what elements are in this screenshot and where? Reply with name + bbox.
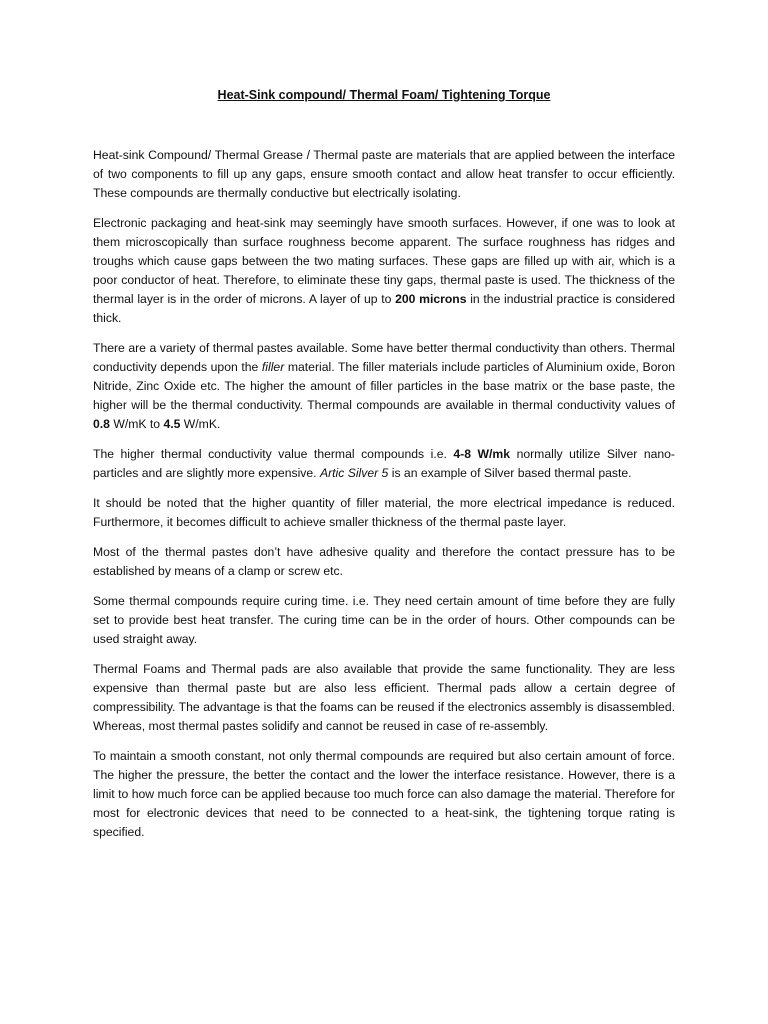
text-run: material. The filler materials include particles of Aluminium oxide, Boron Nitride, Zinc Oxide etc. The higher the amount of filler particles in the base matrix or the base paste, the higher will be the thermal conductivity. Thermal compounds are available in thermal conductivity values of (93, 360, 675, 412)
text-run: Electronic packaging and heat-sink may seemingly have smooth surfaces. However, if one was to look at them microscopically than surface roughness become apparent. The surface roughness has ridges and troughs which cause gaps between the two mating surfaces. These gaps are filled up with air, which is a poor conductor of heat. Therefore, to eliminate these tiny gaps, thermal paste is used. The thickness of the thermal layer is in the order of microns. A layer of up to (93, 216, 675, 306)
paragraph (93, 445, 675, 483)
text-run: There are a variety of thermal pastes available. Some have better thermal conductivity than others. Thermal conductivity depends upon the (93, 341, 675, 374)
text-run: Heat-sink Compound/ Thermal Grease / Thermal paste are materials that are applied between the interface of two components to fill up any gaps, ensure smooth contact and allow heat transfer to occur efficiently. These compounds are thermally conductive but electrically isolating. (93, 148, 675, 200)
text-run: Some thermal compounds require curing time. i.e. They need certain amount of time before they are fully set to provide best heat transfer. The curing time can be in the order of hours. Other compounds can be used straight away. (93, 594, 675, 646)
italic-text: filler (261, 360, 285, 374)
text-run: Thermal Foams and Thermal pads are also available that provide the same functionality. They are less expensive than thermal paste but are also less efficient. Thermal pads allow a certain degree of compressibility. The advantage is that the foams can be reused if the electronics assembly is disassembled. Whereas, most thermal pastes solidify and cannot be reused in case of re-assembly. (93, 662, 675, 733)
text-run: To maintain a smooth constant, not only thermal compounds are required but also certain amount of force. The higher the pressure, the better the contact and the lower the interface resistance. However, there is a limit to how much force can be applied because too much force can also damage the material. Therefore for most for electronic devices that need to be connected to a heat-sink, the tightening torque rating is specified. (93, 749, 675, 839)
text-run: is an example of Silver based thermal paste. (388, 466, 632, 480)
document-title: Heat-Sink compound/ Thermal Foam/ Tightening Torque (217, 88, 551, 102)
paragraph (93, 660, 675, 736)
text-run: It should be noted that the higher quantity of filler material, the more electrical impedance is reduced. Furthermore, it becomes difficult to achieve smaller thickness of the thermal paste layer. (93, 496, 675, 529)
paragraph (93, 146, 675, 203)
text-run: in the industrial practice is considered thick. (93, 292, 675, 325)
text-run: normally utilize Silver nano- particles and are slightly more expensive. (93, 447, 675, 480)
paragraph (93, 543, 675, 581)
text-run: W/mK to (109, 417, 164, 431)
bold-text: 200 microns (395, 292, 467, 306)
paragraph (93, 592, 675, 649)
bold-text: 0.8 (93, 417, 110, 431)
text-run: The higher thermal conductivity value thermal compounds i.e. (93, 447, 454, 461)
paragraph (93, 214, 675, 328)
paragraph (93, 339, 675, 434)
text-run: Most of the thermal pastes don’t have adhesive quality and therefore the contact pressure has to be established by means of a clamp or screw etc. (93, 545, 675, 578)
text-run: W/mK. (180, 417, 221, 431)
italic-text: Artic Silver 5 (319, 466, 389, 480)
paragraph (93, 747, 675, 842)
bold-text: 4-8 W/mk (453, 447, 511, 461)
bold-text: 4.5 (163, 417, 181, 431)
document-page (93, 86, 675, 853)
document-body (93, 146, 675, 842)
paragraph (93, 494, 675, 532)
